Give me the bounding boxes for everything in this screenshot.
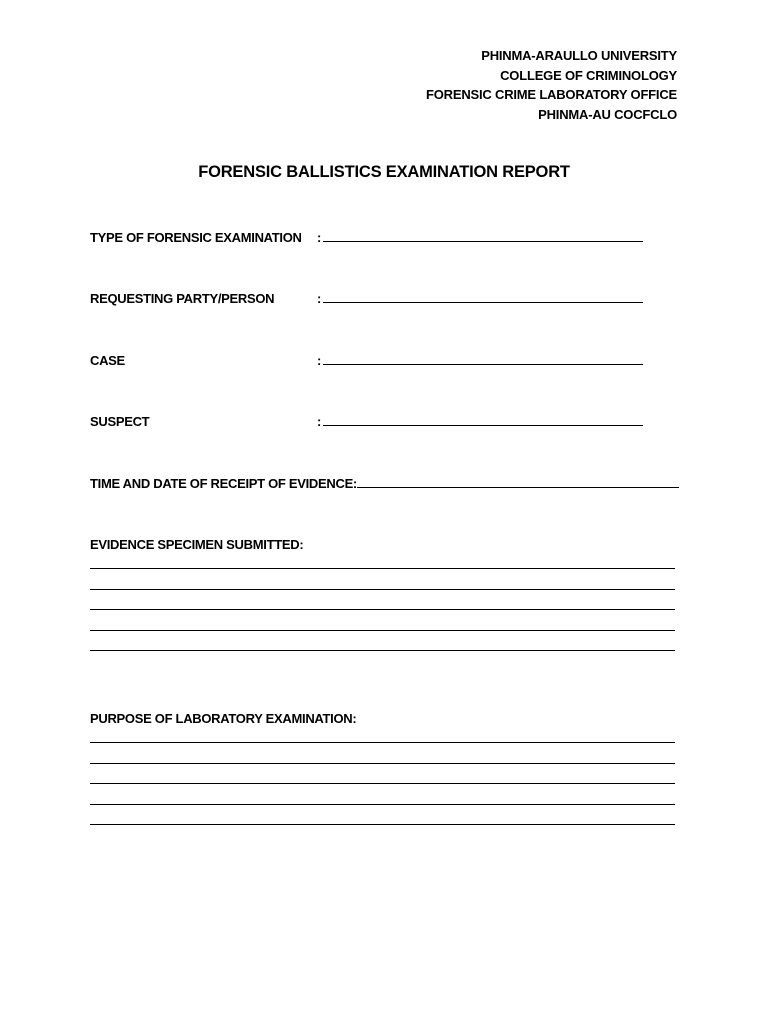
university-name: PHINMA-ARAULLO UNIVERSITY [481, 48, 677, 63]
office-code: PHINMA-AU COCFCLO [538, 106, 677, 122]
report-title: FORENSIC BALLISTICS EXAMINATION REPORT [198, 163, 570, 181]
requesting-party-label: REQUESTING PARTY/PERSON [90, 291, 275, 306]
time-date-receipt-row [90, 475, 679, 491]
time-date-receipt-field[interactable] [357, 475, 679, 488]
purpose-line[interactable] [90, 742, 675, 743]
evidence-line[interactable] [90, 609, 675, 610]
case-colon: : [317, 353, 322, 368]
type-of-exam-label: TYPE OF FORENSIC EXAMINATION [90, 230, 302, 245]
type-of-exam-row [90, 229, 643, 245]
purpose-label: PURPOSE OF LABORATORY EXAMINATION: [90, 711, 357, 726]
evidence-line[interactable] [90, 568, 675, 569]
case-label: CASE [90, 353, 125, 368]
type-of-exam-field[interactable] [323, 229, 643, 242]
requesting-party-colon: : [317, 291, 322, 306]
purpose-line[interactable] [90, 783, 675, 784]
suspect-colon: : [317, 414, 322, 429]
purpose-line[interactable] [90, 763, 675, 764]
case-field[interactable] [323, 352, 643, 365]
office-name: FORENSIC CRIME LABORATORY OFFICE [426, 87, 677, 102]
evidence-submitted-label: EVIDENCE SPECIMEN SUBMITTED: [90, 537, 304, 552]
case-row [90, 352, 643, 368]
purpose-line[interactable] [90, 804, 675, 805]
type-of-exam-colon: : [317, 230, 322, 245]
evidence-line[interactable] [90, 630, 675, 631]
purpose-line[interactable] [90, 824, 675, 825]
requesting-party-row [90, 290, 643, 306]
evidence-submitted-lines[interactable] [90, 568, 675, 671]
college-name: COLLEGE OF CRIMINOLOGY [500, 67, 677, 83]
requesting-party-field[interactable] [323, 290, 643, 303]
suspect-label: SUSPECT [90, 414, 150, 429]
evidence-line[interactable] [90, 650, 675, 651]
suspect-field[interactable] [323, 413, 643, 426]
time-date-receipt-label: TIME AND DATE OF RECEIPT OF EVIDENCE: [90, 476, 357, 491]
institution-header [426, 46, 677, 124]
suspect-row [90, 413, 643, 429]
evidence-line[interactable] [90, 589, 675, 590]
purpose-lines[interactable] [90, 742, 675, 845]
